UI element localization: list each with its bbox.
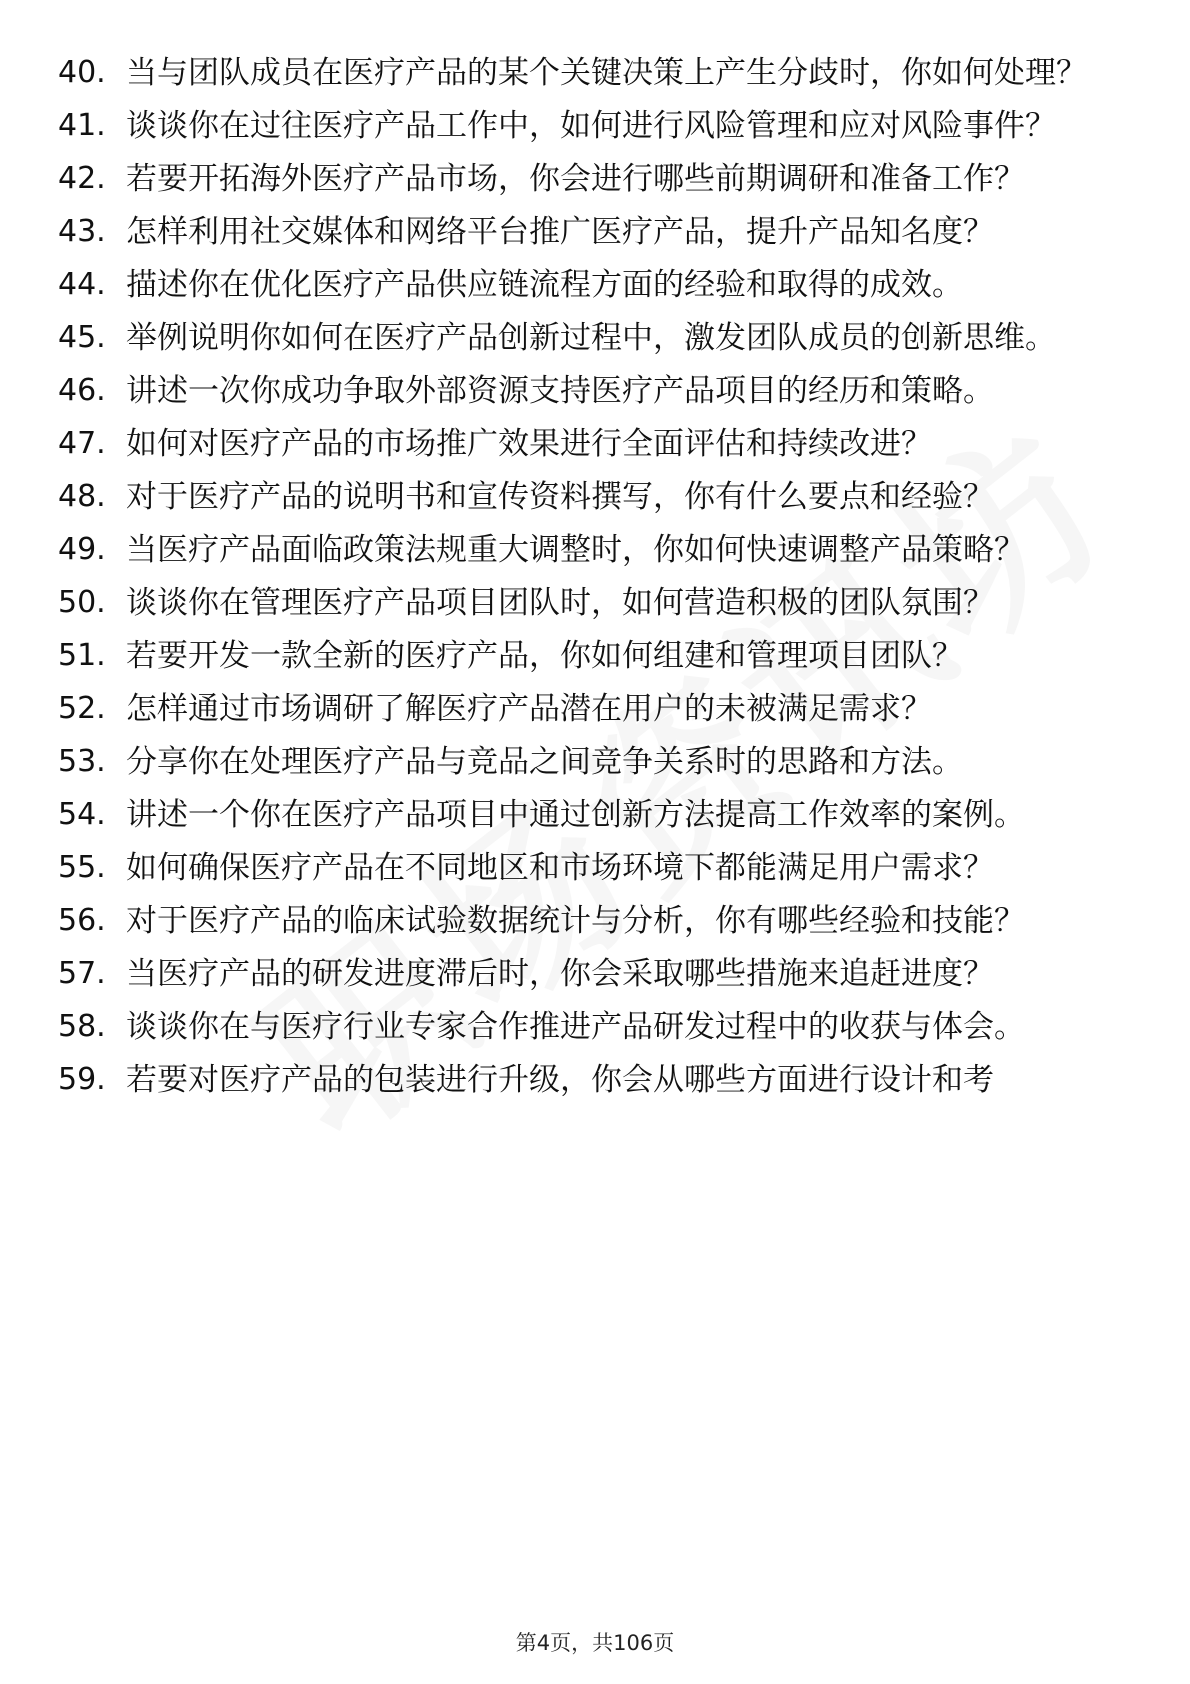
question-text: 当医疗产品面临政策法规重大调整时，你如何快速调整产品策略？ bbox=[126, 532, 1025, 568]
question-number: 45. bbox=[58, 320, 106, 355]
question-number: 55. bbox=[58, 850, 106, 885]
question-text: 如何对医疗产品的市场推广效果进行全面评估和持续改进？ bbox=[126, 426, 932, 462]
question-text: 讲述一次你成功争取外部资源支持医疗产品项目的经历和策略。 bbox=[126, 373, 994, 409]
question-item bbox=[58, 372, 1118, 410]
question-item bbox=[58, 54, 1118, 92]
question-number: 56. bbox=[58, 903, 106, 938]
question-item bbox=[58, 107, 1118, 145]
question-number: 47. bbox=[58, 426, 106, 461]
question-item bbox=[58, 796, 1118, 834]
question-text: 当医疗产品的研发进度滞后时，你会采取哪些措施来追赶进度？ bbox=[126, 956, 994, 992]
question-item bbox=[58, 637, 1118, 675]
question-text: 怎样通过市场调研了解医疗产品潜在用户的未被满足需求？ bbox=[126, 691, 932, 727]
question-number: 50. bbox=[58, 585, 106, 620]
question-text: 当与团队成员在医疗产品的某个关键决策上产生分歧时，你如何处理？ bbox=[126, 55, 1087, 91]
question-item bbox=[58, 531, 1118, 569]
question-item bbox=[58, 266, 1118, 304]
question-item bbox=[58, 160, 1118, 198]
question-text: 举例说明你如何在医疗产品创新过程中，激发团队成员的创新思维。 bbox=[126, 320, 1056, 356]
question-number: 57. bbox=[58, 956, 106, 991]
question-list bbox=[58, 54, 1118, 1114]
question-number: 49. bbox=[58, 532, 106, 567]
question-text: 怎样利用社交媒体和网络平台推广医疗产品，提升产品知名度？ bbox=[126, 214, 994, 250]
question-number: 46. bbox=[58, 373, 106, 408]
question-number: 58. bbox=[58, 1009, 106, 1044]
question-item bbox=[58, 690, 1118, 728]
question-text: 对于医疗产品的临床试验数据统计与分析，你有哪些经验和技能？ bbox=[126, 903, 1025, 939]
question-number: 40. bbox=[58, 55, 106, 90]
question-text: 讲述一个你在医疗产品项目中通过创新方法提高工作效率的案例。 bbox=[126, 797, 1025, 833]
question-text: 谈谈你在与医疗行业专家合作推进产品研发过程中的收获与体会。 bbox=[126, 1009, 1025, 1045]
question-item bbox=[58, 902, 1118, 940]
question-number: 42. bbox=[58, 161, 106, 196]
question-number: 44. bbox=[58, 267, 106, 302]
question-number: 51. bbox=[58, 638, 106, 673]
question-item bbox=[58, 1008, 1118, 1046]
question-number: 41. bbox=[58, 108, 106, 143]
question-text: 如何确保医疗产品在不同地区和市场环境下都能满足用户需求？ bbox=[126, 850, 994, 886]
question-item bbox=[58, 425, 1118, 463]
question-item bbox=[58, 319, 1118, 357]
page-footer: 第4页，共106页 bbox=[515, 1631, 675, 1655]
question-text: 谈谈你在管理医疗产品项目团队时，如何营造积极的团队氛围？ bbox=[126, 585, 994, 621]
question-text: 若要对医疗产品的包装进行升级，你会从哪些方面进行设计和考 bbox=[126, 1062, 994, 1098]
question-number: 43. bbox=[58, 214, 106, 249]
question-text: 谈谈你在过往医疗产品工作中，如何进行风险管理和应对风险事件？ bbox=[126, 108, 1056, 144]
question-item bbox=[58, 849, 1118, 887]
question-item bbox=[58, 743, 1118, 781]
question-item bbox=[58, 955, 1118, 993]
question-number: 48. bbox=[58, 479, 106, 514]
question-number: 59. bbox=[58, 1062, 106, 1097]
question-item bbox=[58, 1061, 1118, 1099]
question-item bbox=[58, 478, 1118, 516]
question-item bbox=[58, 584, 1118, 622]
question-text: 描述你在优化医疗产品供应链流程方面的经验和取得的成效。 bbox=[126, 267, 963, 303]
question-text: 对于医疗产品的说明书和宣传资料撰写，你有什么要点和经验？ bbox=[126, 479, 994, 515]
question-text: 若要开拓海外医疗产品市场，你会进行哪些前期调研和准备工作？ bbox=[126, 161, 1025, 197]
question-item bbox=[58, 213, 1118, 251]
question-text: 分享你在处理医疗产品与竞品之间竞争关系时的思路和方法。 bbox=[126, 744, 963, 780]
question-number: 53. bbox=[58, 744, 106, 779]
question-number: 52. bbox=[58, 691, 106, 726]
question-text: 若要开发一款全新的医疗产品，你如何组建和管理项目团队？ bbox=[126, 638, 963, 674]
question-number: 54. bbox=[58, 797, 106, 832]
